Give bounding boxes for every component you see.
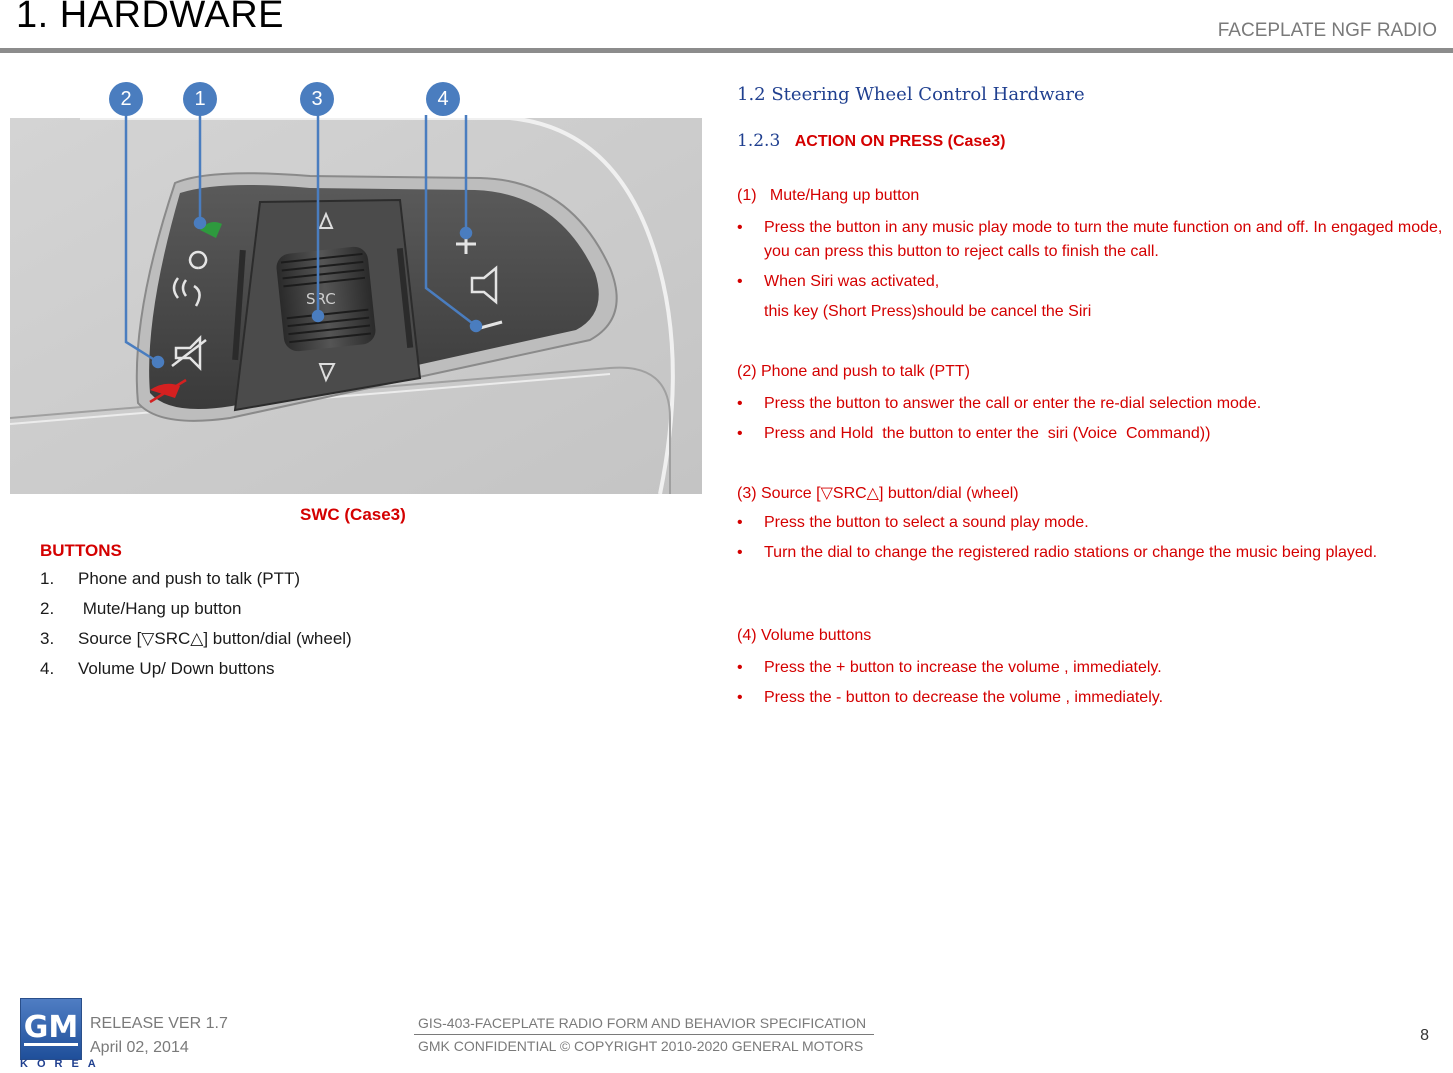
legend-num: 2. — [40, 599, 55, 618]
bullet-dot: • — [737, 659, 743, 676]
buttons-heading: BUTTONS — [40, 541, 122, 560]
bullet-dot: • — [737, 273, 743, 290]
page-number: 8 — [1420, 1027, 1429, 1044]
legend-label: Mute/Hang up button — [78, 599, 242, 618]
subsection-title — [737, 131, 1005, 151]
figure-caption: SWC (Case3) — [300, 505, 406, 524]
legend-item — [40, 599, 352, 629]
bullet-dot: • — [737, 689, 743, 706]
bullet-text: Press the button to answer the call or enter the re-dial selection mode. — [764, 395, 1262, 412]
legend-item — [40, 629, 352, 659]
buttons-legend — [40, 541, 352, 689]
release-version: RELEASE VER 1.7 — [90, 1015, 228, 1032]
bullet-text: When Siri was activated, — [764, 273, 940, 290]
legend-item — [40, 569, 352, 599]
legend-num: 4. — [40, 659, 55, 678]
volume-heading: (4) Volume buttons — [737, 627, 872, 644]
callout-2: 2 — [109, 82, 143, 116]
callout-1: 1 — [183, 82, 217, 116]
legend-label: Phone and push to talk (PTT) — [78, 569, 301, 588]
callout-4: 4 — [426, 82, 460, 116]
gm-logo — [20, 998, 82, 1060]
release-date: April 02, 2014 — [90, 1039, 189, 1056]
bullet-text: this key (Short Press)should be cancel the Siri — [764, 303, 1092, 320]
gm-korea-label: KOREA — [20, 1058, 105, 1070]
bullet-text: Press the - button to decrease the volume , immediately. — [764, 689, 1164, 706]
spec-info — [414, 1012, 874, 1057]
bullet-dot: • — [737, 514, 743, 531]
mute-heading: (1) Mute/Hang up button — [737, 187, 920, 204]
bullet-dot: • — [737, 219, 743, 236]
spec-name: GIS-403-FACEPLATE RADIO FORM AND BEHAVIOR SPECIFICATION — [414, 1012, 874, 1035]
bullet-dot: • — [737, 395, 743, 412]
wheel-src-label: SRC — [306, 290, 336, 308]
page-title: 1. HARDWARE — [16, 0, 285, 36]
phone-heading: (2) Phone and push to talk (PTT) — [737, 363, 970, 380]
bullet-text: Press and Hold the button to enter the siri (Voice Command)) — [764, 425, 1211, 442]
gm-logo-text: GM — [23, 1009, 79, 1045]
legend-label: Source [▽SRC△] button/dial (wheel) — [78, 629, 352, 648]
bullet-text: Press the button to select a sound play mode. — [764, 514, 1089, 531]
subsection-number: 1.2.3 — [737, 131, 781, 151]
legend-item — [40, 659, 352, 689]
subsection-text: ACTION ON PRESS (Case3) — [794, 133, 1006, 150]
bullet-dot: • — [737, 544, 743, 561]
callout-3: 3 — [300, 82, 334, 116]
legend-num: 3. — [40, 629, 55, 648]
bullet-text: Turn the dial to change the registered radio stations or change the music being played. — [764, 544, 1378, 561]
bullet-text: Press the button in any music play mode to turn the mute function on and off. In engaged mode, you can press this button to reject calls to finish the call. — [764, 219, 1443, 260]
source-heading: (3) Source [▽SRC△] button/dial (wheel) — [737, 485, 1019, 502]
document-tag: FACEPLATE NGF RADIO — [1217, 20, 1437, 41]
release-info — [90, 1012, 228, 1060]
legend-num: 1. — [40, 569, 55, 588]
bullet-text: Press the + button to increase the volume , immediately. — [764, 659, 1162, 676]
header-rule — [0, 48, 1453, 53]
confidential-notice: GMK CONFIDENTIAL © COPYRIGHT 2010-2020 GENERAL MOTORS — [418, 1038, 864, 1054]
swc-illustration — [10, 118, 702, 494]
legend-label: Volume Up/ Down buttons — [78, 659, 275, 678]
steering-wheel-control-photo — [10, 118, 702, 494]
section-title: 1.2 Steering Wheel Control Hardware — [737, 84, 1085, 105]
bullet-dot: • — [737, 425, 743, 442]
